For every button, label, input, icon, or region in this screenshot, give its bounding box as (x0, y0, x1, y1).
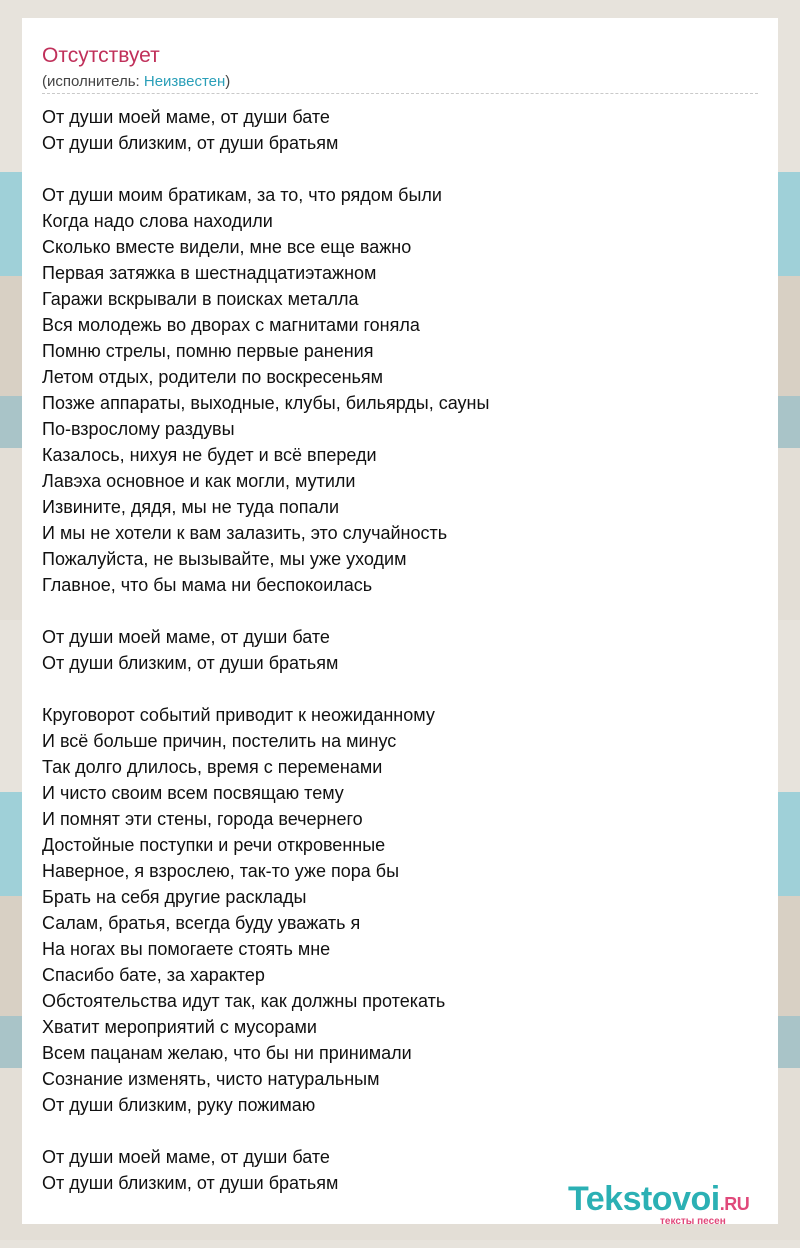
lyric-line: От души близким, руку пожимаю (42, 1095, 316, 1115)
lyric-line: От души моей маме, от души бате (42, 1147, 330, 1167)
artist-suffix: ) (225, 73, 231, 90)
lyric-line: Помню стрелы, помню первые ранения (42, 341, 374, 361)
lyric-line: Салам, братья, всегда буду уважать я (42, 913, 361, 933)
lyric-line: И чисто своим всем посвящаю тему (42, 783, 344, 803)
lyric-line: Извините, дядя, мы не туда попали (42, 497, 340, 517)
lyrics-body (42, 104, 758, 1196)
lyric-line: Сколько вместе видели, мне все еще важно (42, 237, 412, 257)
artist-prefix: (исполнитель: (42, 73, 144, 90)
lyric-line: Обстоятельства идут так, как должны протекать (42, 991, 446, 1011)
title-divider (42, 93, 758, 94)
song-title: Отсутствует (42, 44, 160, 67)
lyric-line: Всем пацанам желаю, что бы ни принимали (42, 1043, 412, 1063)
lyric-line: От души близким, от души братьям (42, 1173, 339, 1193)
lyric-line: Пожалуйста, не вызывайте, мы уже уходим (42, 549, 407, 569)
lyric-line: И мы не хотели к вам залазить, это случайность (42, 523, 448, 543)
lyric-line: Спасибо бате, за характер (42, 965, 265, 985)
logo-name: Tekstovoi (568, 1180, 720, 1218)
lyrics-stanza (42, 624, 758, 676)
logo-tld: .RU (719, 1194, 750, 1214)
artist-link[interactable]: Неизвестен (143, 73, 226, 90)
artist-line (42, 73, 230, 90)
lyric-line: Первая затяжка в шестнадцатиэтажном (42, 263, 377, 283)
lyric-line: От души моей маме, от души бате (42, 107, 330, 127)
lyric-line: По-взрослому раздувы (42, 419, 235, 439)
logo-tagline: тексты песен (660, 1216, 726, 1227)
lyric-line: Наверное, я взрослею, так-то уже пора бы (42, 861, 400, 881)
lyric-line: Главное, что бы мама ни беспокоилась (42, 575, 373, 595)
lyrics-stanza (42, 104, 758, 156)
site-logo[interactable] (568, 1180, 778, 1228)
lyric-line: Хватит мероприятий с мусорами (42, 1017, 317, 1037)
lyrics-card (22, 18, 778, 1227)
lyric-line: Брать на себя другие расклады (42, 887, 307, 907)
lyric-line: Когда надо слова находили (42, 211, 273, 231)
lyric-line: Так долго длилось, время с переменами (42, 757, 383, 777)
lyrics-stanza (42, 182, 758, 598)
lyric-line: Казалось, нихуя не будет и всё впереди (42, 445, 377, 465)
lyrics-stanza (42, 702, 758, 1118)
logo-wordmark (568, 1180, 749, 1219)
lyric-line: И помнят эти стены, города вечернего (42, 809, 363, 829)
lyric-line: Лавэха основное и как могли, мутили (42, 471, 356, 491)
lyric-line: От души близким, от души братьям (42, 133, 339, 153)
lyric-line: Круговорот событий приводит к неожиданному (42, 705, 435, 725)
lyric-line: Позже аппараты, выходные, клубы, бильярды, сауны (42, 393, 490, 413)
lyric-line: Летом отдых, родители по воскресеньям (42, 367, 384, 387)
lyric-line: И всё больше причин, постелить на минус (42, 731, 397, 751)
lyric-line: На ногах вы помогаете стоять мне (42, 939, 331, 959)
lyric-line: От души близким, от души братьям (42, 653, 339, 673)
lyric-line: Вся молодежь во дворах с магнитами гоняла (42, 315, 420, 335)
lyric-line: От души моей маме, от души бате (42, 627, 330, 647)
lyric-line: От души моим братикам, за то, что рядом были (42, 185, 442, 205)
lyric-line: Гаражи вскрывали в поисках металла (42, 289, 359, 309)
lyric-line: Достойные поступки и речи откровенные (42, 835, 386, 855)
lyric-line: Сознание изменять, чисто натуральным (42, 1069, 380, 1089)
